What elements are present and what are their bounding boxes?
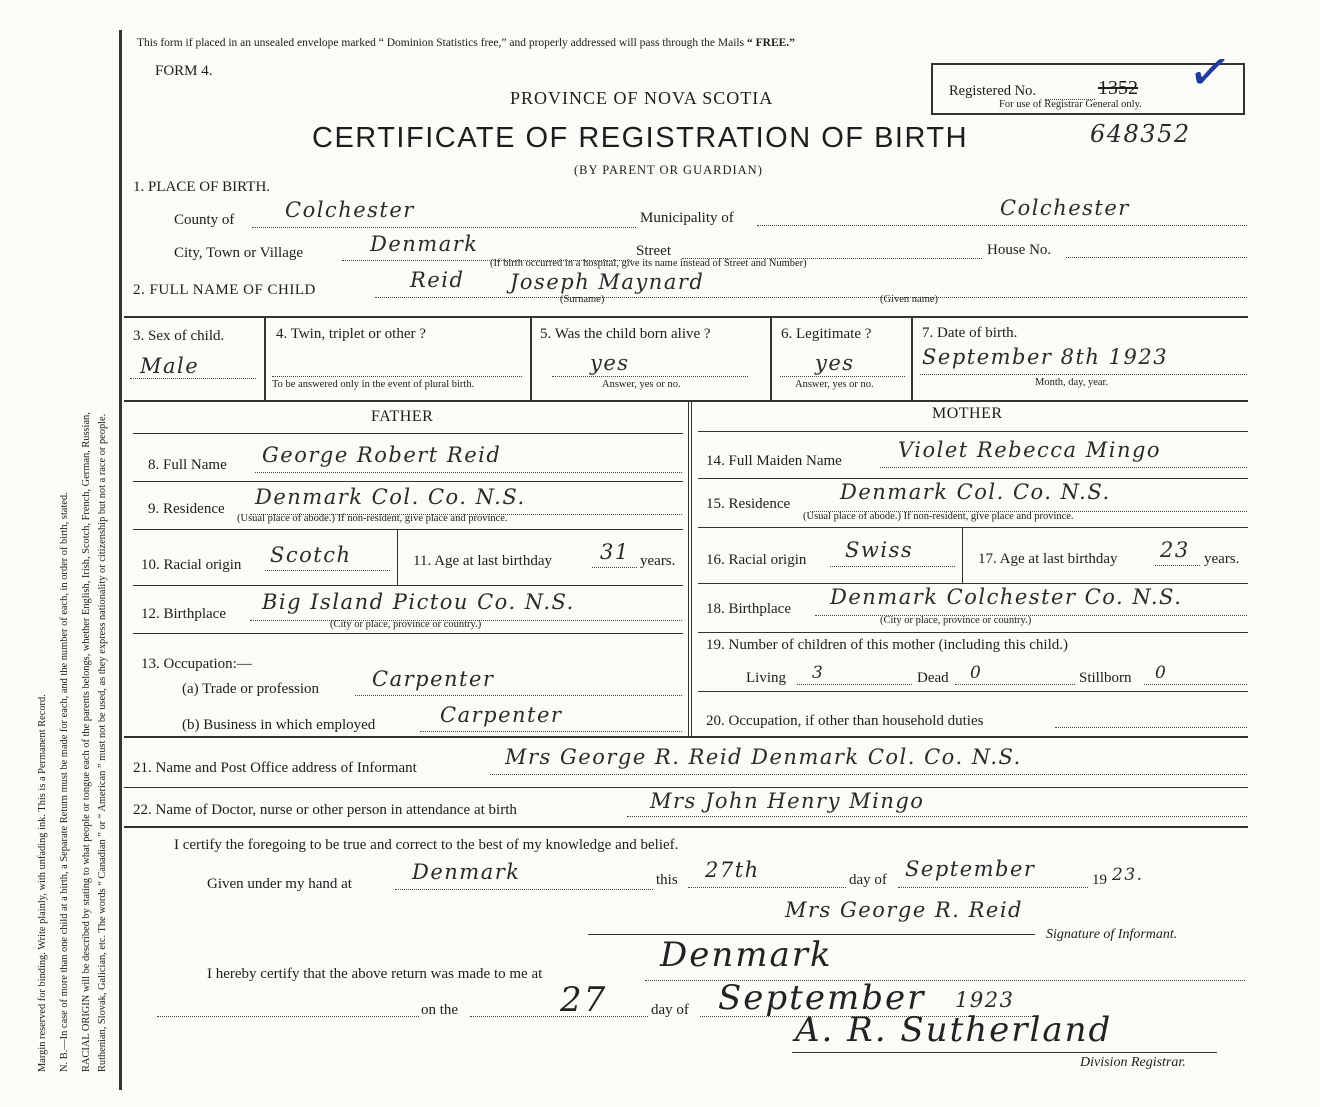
legitimate-label: 6. Legitimate ? bbox=[781, 326, 872, 342]
father-name-label: 8. Full Name bbox=[148, 457, 227, 473]
street-label: Street bbox=[636, 243, 671, 259]
mother-birthplace-note: (City or place, province or country.) bbox=[880, 615, 1032, 626]
registered-label: Registered No. bbox=[949, 83, 1036, 99]
legitimate-note: Answer, yes or no. bbox=[795, 379, 874, 390]
binding-margin-line bbox=[119, 30, 122, 1090]
registrar-on-label: on the bbox=[421, 1002, 459, 1018]
informant-signature: Mrs George R. Reid bbox=[785, 898, 1023, 922]
city-value: Denmark bbox=[370, 232, 479, 256]
registrar-day-of-label: day of bbox=[651, 1002, 689, 1018]
father-trade-label: (a) Trade or profession bbox=[182, 681, 320, 697]
father-business-value: Carpenter bbox=[440, 703, 563, 727]
child-surname-value: Reid bbox=[410, 268, 465, 292]
house-number-label: House No. bbox=[987, 242, 1052, 258]
certificate-serial-number: 648352 bbox=[1090, 120, 1191, 148]
stillborn-label: Stillborn bbox=[1079, 670, 1132, 686]
municipality-label: Municipality of bbox=[640, 210, 734, 226]
given-at-value: Denmark bbox=[412, 860, 521, 884]
informant-certification-statement: I certify the foregoing to be true and correct to the best of my knowledge and belief. bbox=[174, 837, 679, 853]
place-of-birth-heading: 1. PLACE OF BIRTH. bbox=[133, 179, 271, 195]
registrar-general-note: For use of Registrar General only. bbox=[999, 99, 1142, 110]
postal-notice: This form if placed in an unsealed envelope marked “ Dominion Statistics free,” and properly addressed will pass through the Mails “ FREE.” bbox=[137, 37, 795, 49]
registered-value: 1352 bbox=[1098, 77, 1138, 99]
informant-label: 21. Name and Post Office address of Informant bbox=[133, 760, 417, 776]
mother-heading: MOTHER bbox=[932, 405, 1003, 422]
given-year-prefix: 19 bbox=[1092, 872, 1107, 888]
given-month-value: September bbox=[905, 857, 1036, 881]
father-name-value: George Robert Reid bbox=[262, 443, 502, 467]
father-heading: FATHER bbox=[371, 408, 434, 425]
child-name-label: 2. FULL NAME OF CHILD bbox=[133, 282, 316, 298]
registrar-month-value: September bbox=[718, 978, 926, 1018]
check-mark-icon: ✓ bbox=[1184, 42, 1236, 105]
registrar-place-value: Denmark bbox=[660, 935, 833, 975]
margin-line-2: N. B.—In case of more than one child at a birth, a Separate Return must be made for each, and the number of each, in order of birth, stated. bbox=[59, 492, 70, 1072]
city-label: City, Town or Village bbox=[174, 245, 304, 261]
informant-value: Mrs George R. Reid Denmark Col. Co. N.S. bbox=[505, 745, 1022, 769]
father-birthplace-note: (City or place, province or country.) bbox=[330, 619, 482, 630]
father-trade-value: Carpenter bbox=[372, 667, 495, 691]
registered-number-box bbox=[931, 42, 1245, 115]
mother-age-label: 17. Age at last birthday bbox=[978, 551, 1118, 567]
twin-label: 4. Twin, triplet or other ? bbox=[276, 326, 426, 342]
legitimate-value: yes bbox=[815, 351, 855, 375]
mother-race-label: 16. Racial origin bbox=[706, 552, 807, 568]
registrar-day-value: 27 bbox=[560, 980, 608, 1020]
attendant-value: Mrs John Henry Mingo bbox=[650, 789, 925, 813]
mother-name-value: Violet Rebecca Mingo bbox=[898, 438, 1162, 462]
informant-signature-label: Signature of Informant. bbox=[1046, 927, 1178, 942]
given-this-label: this bbox=[656, 872, 678, 888]
registrar-signature: A. R. Sutherland bbox=[795, 1010, 1113, 1050]
sex-label: 3. Sex of child. bbox=[133, 328, 225, 344]
registrar-statement: I hereby certify that the above return was made to me at bbox=[207, 966, 543, 982]
mother-residence-note: (Usual place of abode.) If non-resident, give place and province. bbox=[803, 511, 1074, 522]
birth-date-note: Month, day, year. bbox=[1035, 377, 1109, 388]
mother-birthplace-value: Denmark Colchester Co. N.S. bbox=[830, 585, 1183, 609]
father-residence-note: (Usual place of abode.) If non-resident, give place and province. bbox=[237, 513, 508, 524]
mother-occupation-label: 20. Occupation, if other than household duties bbox=[706, 713, 984, 729]
mother-birthplace-label: 18. Birthplace bbox=[706, 601, 791, 617]
father-birthplace-label: 12. Birthplace bbox=[141, 606, 226, 622]
given-year-suffix: 23. bbox=[1112, 865, 1144, 885]
father-race-value: Scotch bbox=[270, 543, 352, 567]
born-alive-note: Answer, yes or no. bbox=[602, 379, 681, 390]
registrar-year-value: 1923 bbox=[955, 988, 1015, 1012]
given-at-label: Given under my hand at bbox=[207, 876, 352, 892]
row-3-7-bottom-border bbox=[124, 400, 1248, 402]
certificate-title: CERTIFICATE OF REGISTRATION OF BIRTH bbox=[312, 122, 969, 154]
margin-line-3: RACIAL ORIGIN will be described by stating to what people or tongue each of the parents belongs, whether English, Irish, Scotch, French, German, Russian, bbox=[81, 412, 92, 1072]
living-value: 3 bbox=[812, 663, 825, 683]
form-number: FORM 4. bbox=[155, 63, 213, 79]
given-name-caption: (Given name) bbox=[880, 294, 939, 305]
dead-label: Dead bbox=[917, 670, 949, 686]
county-label: County of bbox=[174, 212, 235, 228]
father-age-value: 31 bbox=[600, 540, 630, 564]
given-day-value: 27th bbox=[705, 858, 760, 882]
birth-date-label: 7. Date of birth. bbox=[922, 325, 1018, 341]
registrar-title: Division Registrar. bbox=[1080, 1055, 1186, 1070]
father-race-label: 10. Racial origin bbox=[141, 557, 242, 573]
father-age-unit: years. bbox=[640, 553, 676, 569]
father-age-label: 11. Age at last birthday bbox=[413, 553, 552, 569]
child-given-name-value: Joseph Maynard bbox=[510, 270, 705, 294]
father-business-label: (b) Business in which employed bbox=[182, 717, 376, 733]
father-residence-label: 9. Residence bbox=[148, 501, 225, 517]
hospital-note: (If birth occurred in a hospital, give its name instead of Street and Number) bbox=[490, 258, 807, 269]
twin-note: To be answered only in the event of plural birth. bbox=[272, 379, 475, 390]
mother-residence-label: 15. Residence bbox=[706, 496, 791, 512]
surname-caption: (Surname) bbox=[560, 294, 605, 305]
father-birthplace-value: Big Island Pictou Co. N.S. bbox=[262, 590, 575, 614]
certificate-subtitle: (BY PARENT OR GUARDIAN) bbox=[574, 163, 763, 177]
mother-name-label: 14. Full Maiden Name bbox=[706, 453, 842, 469]
stillborn-value: 0 bbox=[1155, 663, 1168, 683]
attendant-label: 22. Name of Doctor, nurse or other person in attendance at birth bbox=[133, 802, 517, 818]
born-alive-label: 5. Was the child born alive ? bbox=[540, 326, 711, 342]
mother-residence-value: Denmark Col. Co. N.S. bbox=[840, 480, 1111, 504]
birth-date-value: September 8th 1923 bbox=[922, 345, 1169, 369]
mother-age-value: 23 bbox=[1160, 538, 1190, 562]
given-day-of-label: day of bbox=[849, 872, 887, 888]
mother-race-value: Swiss bbox=[845, 538, 914, 562]
parents-column-divider bbox=[688, 400, 692, 736]
father-residence-value: Denmark Col. Co. N.S. bbox=[255, 485, 526, 509]
margin-line-1: Margin reserved for binding. Write plainly, with unfading ink. This is a Permanent Record. bbox=[37, 694, 48, 1072]
father-occupation-label: 13. Occupation:— bbox=[141, 656, 252, 672]
children-count-label: 19. Number of children of this mother (including this child.) bbox=[706, 637, 1069, 653]
dead-value: 0 bbox=[970, 663, 983, 683]
born-alive-value: yes bbox=[590, 351, 630, 375]
county-value: Colchester bbox=[285, 198, 415, 222]
mother-age-unit: years. bbox=[1204, 551, 1240, 567]
living-label: Living bbox=[746, 670, 786, 686]
margin-line-4: Ruthenian, Slovak, Galician, etc. The words “ Canadian ” or “ American ” must not be used, as they express nationality or citizenship but not a race or people. bbox=[97, 413, 108, 1072]
province-heading: PROVINCE OF NOVA SCOTIA bbox=[510, 88, 774, 108]
municipality-value: Colchester bbox=[1000, 196, 1130, 220]
sex-value: Male bbox=[140, 354, 200, 378]
row-3-7-top-border bbox=[124, 316, 1248, 318]
